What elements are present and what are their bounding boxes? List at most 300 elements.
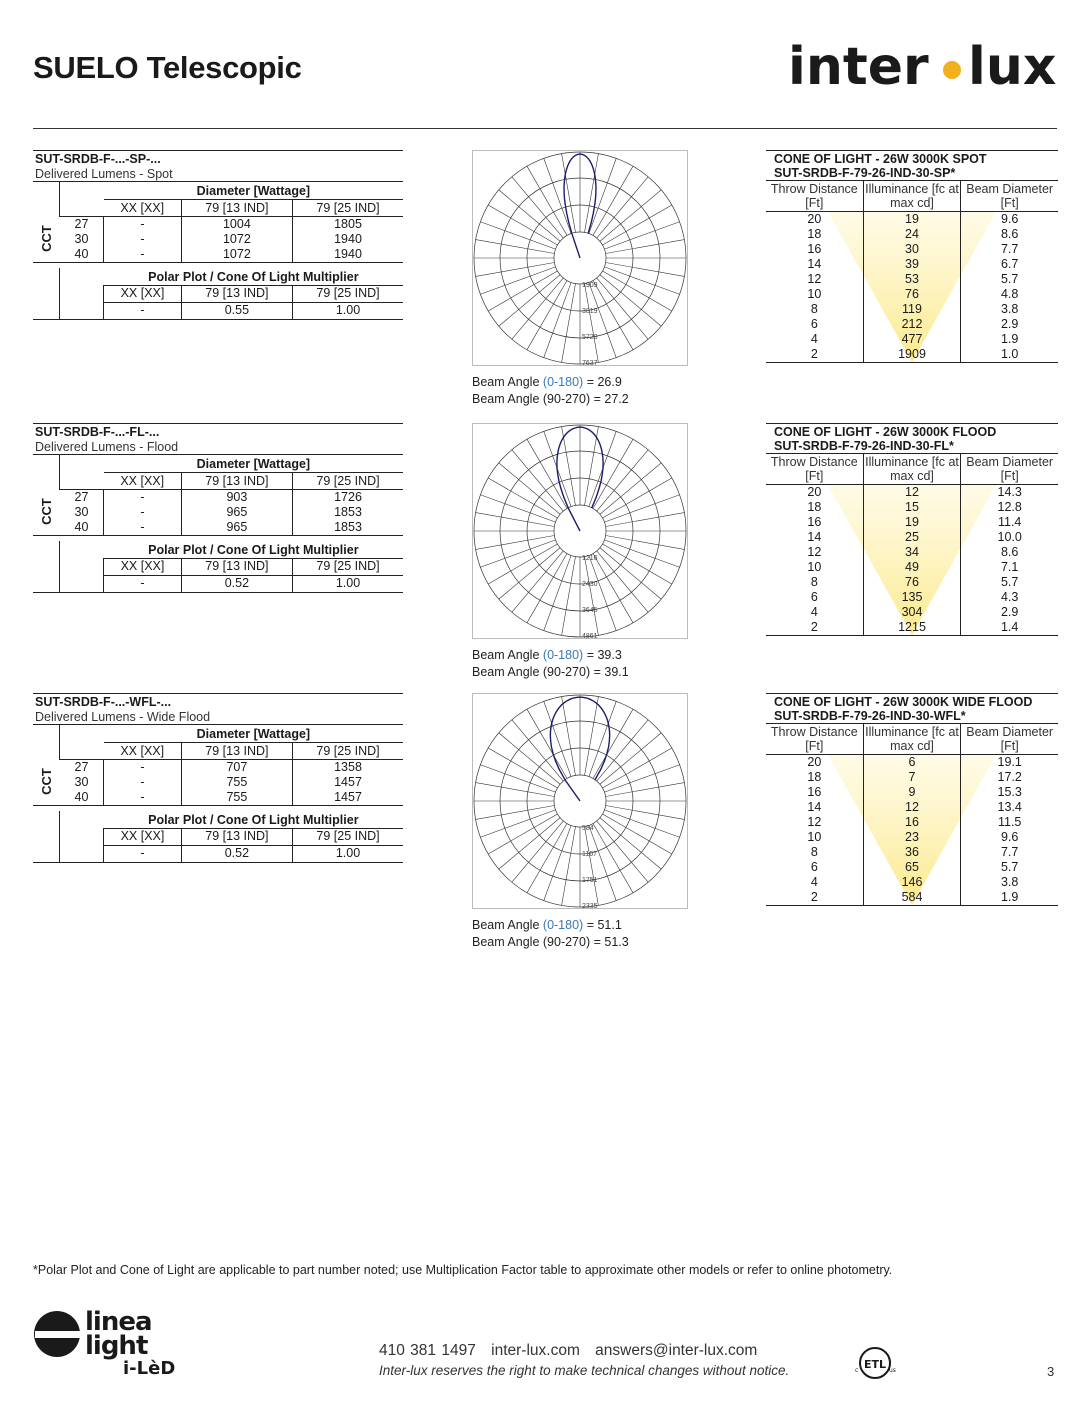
polar-spoke <box>603 205 672 245</box>
multiplier-cell: 0.55 <box>181 302 292 319</box>
cone-cell: 20 <box>807 485 822 499</box>
delivered-lumens-table <box>33 150 403 320</box>
lumens-grid <box>33 725 403 863</box>
cone-cell: 25 <box>905 530 919 544</box>
lumens-cell: - <box>104 505 182 520</box>
cone-cell: 584 <box>901 890 923 904</box>
polar-spoke <box>527 281 567 350</box>
lumens-column-header: XX [XX] <box>104 473 182 490</box>
cone-of-light-table <box>766 693 1058 906</box>
multiplier-header: Polar Plot / Cone Of Light Multiplier <box>104 811 403 829</box>
lumens-column-header: XX [XX] <box>104 743 182 760</box>
polar-spoke <box>604 267 679 294</box>
polar-spoke <box>480 267 555 294</box>
polar-ring-label: 1167 <box>582 851 598 858</box>
multiplier-column-header: XX [XX] <box>104 285 182 302</box>
cone-column-throw <box>766 212 863 362</box>
cone-column-header: Throw Distance [Ft] <box>770 182 858 210</box>
inter-lux-logo <box>788 34 1058 98</box>
lumens-cell: 1940 <box>293 232 403 247</box>
polar-spoke <box>488 814 557 854</box>
lumens-column-header: 79 [25 IND] <box>293 743 403 760</box>
cone-cell: 12 <box>807 815 822 829</box>
polar-spoke <box>604 810 679 837</box>
cone-cell: 16 <box>807 242 822 256</box>
multiplier-cell: - <box>104 575 182 592</box>
cone-cell: 18 <box>807 227 822 241</box>
lumens-subtitle: Delivered Lumens - Wide Flood <box>33 710 403 725</box>
polar-ring-label: 5728 <box>582 334 598 341</box>
cone-cell: 146 <box>901 875 923 889</box>
polar-spoke <box>606 806 685 820</box>
cone-cell: 39 <box>905 257 919 271</box>
lumens-column-header: XX [XX] <box>104 200 182 217</box>
polar-spoke <box>593 166 633 235</box>
beam-angle-90-270: Beam Angle (90-270) = 27.2 <box>472 392 629 406</box>
cone-cell: 53 <box>905 272 919 286</box>
lumens-row <box>33 775 403 790</box>
polar-spoke <box>488 544 557 584</box>
lumens-row <box>33 217 403 233</box>
email-link[interactable]: answers@inter-lux.com <box>595 1342 758 1359</box>
cone-cell: 17.2 <box>997 770 1022 784</box>
cone-column-header: Throw Distance [Ft] <box>770 455 858 483</box>
polar-spoke <box>544 825 571 900</box>
cone-cell: 19 <box>905 515 919 529</box>
cone-cell: 5.7 <box>1000 272 1019 286</box>
cone-of-light-table <box>766 150 1058 363</box>
cone-cell: 119 <box>902 302 922 316</box>
cone-column-header: Beam Diameter [Ft] <box>960 724 1058 754</box>
lumens-cell: 965 <box>181 520 292 536</box>
cone-cell: 1.4 <box>1000 620 1019 634</box>
cone-cell: 9.6 <box>1000 830 1019 844</box>
cone-cell: 8 <box>810 845 818 859</box>
cone-column-header: Illuminance [fc at max cd] <box>863 181 961 211</box>
cone-cell: 30 <box>905 242 919 256</box>
cone-cell: 304 <box>901 605 923 619</box>
cone-cell: 7 <box>908 770 916 784</box>
lumens-cell: 40 <box>60 247 104 263</box>
cone-cell: 7.7 <box>1000 242 1019 256</box>
cone-cell: 4.3 <box>1000 590 1019 604</box>
cone-column-illuminance <box>863 212 961 362</box>
lumens-cell: 27 <box>74 217 89 231</box>
cone-cell: 2 <box>810 890 818 904</box>
polar-spoke <box>480 810 555 837</box>
polar-spoke <box>488 205 557 245</box>
header-divider <box>33 128 1057 129</box>
polar-spoke <box>488 478 557 518</box>
multiplier-cell: 0.52 <box>181 575 292 592</box>
part-code: SUT-SRDB-F-...-WFL-... <box>33 693 403 710</box>
lumens-cell: 1004 <box>181 217 292 233</box>
cone-cell: 24 <box>905 227 919 241</box>
beam-angle-0-180: Beam Angle (0-180) = 39.3 <box>472 648 622 662</box>
beam-angle-0-180: Beam Angle (0-180) = 51.1 <box>472 918 622 932</box>
lumens-cell: 1853 <box>293 505 403 520</box>
disclaimer: Inter-lux reserves the right to make technical changes without notice. <box>379 1363 790 1378</box>
cone-cell: 14 <box>807 530 822 544</box>
cone-part-code: SUT-SRDB-F-79-26-IND-30-WFL* <box>766 709 1058 724</box>
lumens-grid <box>33 182 403 320</box>
polar-spoke <box>604 765 679 792</box>
page-title: SUELO Telescopic <box>33 50 302 85</box>
polar-plot <box>472 423 688 639</box>
footnote: *Polar Plot and Cone of Light are applicable to part number noted; use Multiplication Factor table to approximate other models or refer to online photometry. <box>33 1263 893 1277</box>
cone-cell: 9.6 <box>1000 212 1019 226</box>
website-link[interactable]: inter-lux.com <box>491 1342 580 1359</box>
lumens-cell: 40 <box>60 520 104 536</box>
svg-text:ETL: ETL <box>863 1358 887 1371</box>
cone-cell: 12 <box>905 485 919 499</box>
cone-cell: 14 <box>807 257 822 271</box>
part-code: SUT-SRDB-F-...-SP-... <box>33 150 403 167</box>
polar-spoke <box>606 240 685 254</box>
polar-spoke <box>606 263 685 277</box>
multiplier-column-header: 79 [13 IND] <box>181 558 292 575</box>
lumens-cell: 27 <box>74 490 89 504</box>
polar-spoke <box>589 555 616 630</box>
lumens-row <box>33 520 403 536</box>
cone-cell: 15.3 <box>997 785 1022 799</box>
multiplier-cell: - <box>104 845 182 862</box>
lumens-subtitle: Delivered Lumens - Flood <box>33 440 403 455</box>
beam-angle-90-270: Beam Angle (90-270) = 51.3 <box>472 935 629 949</box>
polar-spoke <box>606 783 685 797</box>
polar-spoke <box>589 825 616 900</box>
cone-cell: 4 <box>810 605 818 619</box>
polar-spoke <box>562 557 576 636</box>
multiplier-column-header: XX [XX] <box>104 828 182 845</box>
polar-ring-label: 2430 <box>582 581 598 588</box>
lumens-cell: 30 <box>74 232 89 246</box>
cone-cell: 10.0 <box>997 530 1022 544</box>
lumens-cell: 27 <box>74 760 89 774</box>
cone-column-illuminance <box>863 755 961 905</box>
cone-cell: 4.8 <box>1000 287 1019 301</box>
lumens-cell: 30 <box>74 505 89 519</box>
lumens-cell: - <box>104 520 182 536</box>
multiplier-cell: - <box>104 302 182 319</box>
lumens-cell: - <box>104 217 182 233</box>
cone-cell: 16 <box>905 815 919 829</box>
lumens-row <box>33 790 403 806</box>
lumens-cell: 1853 <box>293 520 403 536</box>
polar-spoke <box>606 513 685 527</box>
cone-column-throw <box>766 755 863 905</box>
lumens-cell: 1726 <box>293 490 403 506</box>
lumens-grid <box>33 455 403 593</box>
lumens-cell: 1072 <box>181 232 292 247</box>
multiplier-column-header: 79 [25 IND] <box>293 558 403 575</box>
cone-cell: 12.8 <box>997 500 1022 514</box>
cone-cell: 76 <box>905 575 919 589</box>
polar-ring-label: 2335 <box>582 903 598 908</box>
polar-spoke <box>604 495 679 522</box>
cct-label: CCT <box>33 217 60 263</box>
polar-spoke <box>603 814 672 854</box>
polar-spoke <box>544 555 571 630</box>
lumens-cell: - <box>104 232 182 247</box>
cone-cell: 1215 <box>898 620 926 634</box>
polar-ring-label: 584 <box>582 825 594 832</box>
lumens-cell: 755 <box>181 790 292 806</box>
cone-cell: 5.7 <box>1000 575 1019 589</box>
cone-cell: 6 <box>908 755 916 769</box>
cone-cell: 1.9 <box>1000 890 1019 904</box>
cone-column-header: Beam Diameter [Ft] <box>960 454 1058 484</box>
lumens-cell: 707 <box>181 760 292 776</box>
cone-cell: 19 <box>905 212 919 226</box>
lumens-cell: - <box>104 247 182 263</box>
cone-cell: 16 <box>807 515 822 529</box>
lumens-cell: 1072 <box>181 247 292 263</box>
cone-cell: 15 <box>905 500 919 514</box>
cone-cell: 1.0 <box>1000 347 1019 361</box>
diameter-header: Diameter [Wattage] <box>104 455 403 473</box>
multiplier-column-header: 79 [13 IND] <box>181 828 292 845</box>
cone-cell: 19.1 <box>997 755 1022 769</box>
beam-angle-info <box>472 917 629 951</box>
diameter-header: Diameter [Wattage] <box>104 725 403 743</box>
cone-cell: 12 <box>807 272 822 286</box>
cone-of-light-table <box>766 423 1058 636</box>
logo-dot-icon <box>943 61 961 79</box>
polar-ring-label: 1216 <box>582 555 598 562</box>
cone-column-header: Throw Distance [Ft] <box>770 725 858 753</box>
polar-spoke <box>476 536 555 550</box>
lumens-cell: - <box>104 490 182 506</box>
polar-spoke <box>476 513 555 527</box>
cone-cell: 34 <box>905 545 919 559</box>
svg-text:us: us <box>889 1367 896 1374</box>
cone-column-header: Illuminance [fc at max cd] <box>863 724 961 754</box>
part-code: SUT-SRDB-F-...-FL-... <box>33 423 403 440</box>
etl-certification-icon <box>852 1346 898 1382</box>
polar-ring-label: 3645 <box>582 607 598 614</box>
cone-column-diameter <box>960 485 1058 635</box>
polar-spoke <box>488 271 557 311</box>
cone-cell: 23 <box>905 830 919 844</box>
cone-cell: 65 <box>905 860 919 874</box>
cone-cell: 8 <box>810 302 818 316</box>
lumens-column-header: 79 [13 IND] <box>181 743 292 760</box>
polar-spoke <box>476 240 555 254</box>
cone-cell: 11.5 <box>997 815 1022 829</box>
polar-spoke <box>476 806 555 820</box>
cone-cell: 10 <box>807 560 822 574</box>
cone-column-illuminance <box>863 485 961 635</box>
phone-number: 410 381 1497 <box>379 1342 476 1359</box>
cone-cell: 20 <box>807 212 822 226</box>
cone-title: CONE OF LIGHT - 26W 3000K WIDE FLOOD <box>766 693 1058 709</box>
lumens-cell: 965 <box>181 505 292 520</box>
polar-spoke <box>527 554 567 623</box>
beam-angle-0-180: Beam Angle (0-180) = 26.9 <box>472 375 622 389</box>
cone-cell: 1.9 <box>1000 332 1019 346</box>
cone-column-diameter <box>960 212 1058 362</box>
cone-cell: 1909 <box>898 347 926 361</box>
cone-cell: 6 <box>810 317 818 331</box>
cone-cell: 5.7 <box>1000 860 1019 874</box>
polar-spoke <box>593 439 633 508</box>
cone-part-code: SUT-SRDB-F-79-26-IND-30-SP* <box>766 166 1058 181</box>
multiplier-column-header: XX [XX] <box>104 558 182 575</box>
polar-spoke <box>585 284 599 363</box>
polar-spoke <box>480 222 555 249</box>
cone-cell: 11.4 <box>997 515 1022 529</box>
multiplier-cell: 1.00 <box>293 302 403 319</box>
cone-column-header: Illuminance [fc at max cd] <box>863 454 961 484</box>
polar-spoke <box>562 427 576 506</box>
cone-cell: 7.1 <box>1000 560 1019 574</box>
lumens-row <box>33 505 403 520</box>
multiplier-cell: 1.00 <box>293 845 403 862</box>
polar-spoke <box>604 540 679 567</box>
polar-spoke <box>476 783 555 797</box>
multiplier-header: Polar Plot / Cone Of Light Multiplier <box>104 541 403 559</box>
cone-cell: 13.4 <box>997 800 1022 814</box>
lumens-row <box>33 490 403 506</box>
lumens-cell: 1457 <box>293 790 403 806</box>
multiplier-cell: 1.00 <box>293 575 403 592</box>
linea-light-logo <box>33 1304 193 1376</box>
cone-cell: 2 <box>810 620 818 634</box>
polar-spoke <box>603 271 672 311</box>
beam-angle-info <box>472 374 629 408</box>
cone-cell: 6 <box>810 590 818 604</box>
cone-column-diameter <box>960 755 1058 905</box>
polar-spoke <box>544 282 571 357</box>
polar-spoke <box>480 495 555 522</box>
lumens-cell: - <box>104 775 182 790</box>
svg-text:linea: linea <box>85 1307 152 1337</box>
delivered-lumens-table <box>33 423 403 593</box>
cone-cell: 8.6 <box>1000 545 1019 559</box>
multiplier-header: Polar Plot / Cone Of Light Multiplier <box>104 268 403 286</box>
page-number: 3 <box>1047 1364 1055 1379</box>
polar-spoke <box>593 554 633 623</box>
polar-ring-label: 4861 <box>582 633 598 638</box>
cone-column-header: Beam Diameter [Ft] <box>960 181 1058 211</box>
polar-spoke <box>603 478 672 518</box>
multiplier-column-header: 79 [25 IND] <box>293 828 403 845</box>
cone-cell: 477 <box>901 332 923 346</box>
cone-cell: 12 <box>807 545 822 559</box>
delivered-lumens-table <box>33 693 403 863</box>
cone-cell: 8.6 <box>1000 227 1019 241</box>
polar-spoke <box>593 281 633 350</box>
cone-cell: 14 <box>807 800 822 814</box>
cone-cell: 3.8 <box>1000 875 1019 889</box>
cone-cell: 212 <box>901 317 923 331</box>
polar-spoke <box>585 427 599 506</box>
polar-spoke <box>585 697 599 776</box>
cone-cell: 20 <box>807 755 822 769</box>
polar-spoke <box>585 557 599 636</box>
cone-cell: 4 <box>810 875 818 889</box>
cone-cell: 6 <box>810 860 818 874</box>
polar-spoke <box>604 222 679 249</box>
polar-spoke <box>562 284 576 363</box>
lumens-row <box>33 760 403 776</box>
polar-spoke <box>606 536 685 550</box>
polar-spoke <box>527 439 567 508</box>
cone-cell: 10 <box>807 287 822 301</box>
cone-cell: 6.7 <box>1000 257 1019 271</box>
multiplier-column-header: 79 [13 IND] <box>181 285 292 302</box>
lumens-column-header: 79 [25 IND] <box>293 200 403 217</box>
cone-cell: 49 <box>905 560 919 574</box>
lumens-cell: 755 <box>181 775 292 790</box>
polar-spoke <box>593 709 633 778</box>
polar-ring-label: 1909 <box>582 282 598 289</box>
cone-cell: 135 <box>901 590 923 604</box>
polar-spoke <box>593 824 633 893</box>
cone-cell: 14.3 <box>997 485 1022 499</box>
polar-spoke <box>562 827 576 906</box>
polar-spoke <box>527 166 567 235</box>
polar-spoke <box>480 540 555 567</box>
lumens-subtitle: Delivered Lumens - Spot <box>33 167 403 182</box>
svg-text:i-LèD: i-LèD <box>123 1358 176 1376</box>
polar-spoke <box>603 748 672 788</box>
lumens-cell: 1805 <box>293 217 403 233</box>
cct-label: CCT <box>33 760 60 806</box>
polar-plot <box>472 150 688 366</box>
cone-cell: 12 <box>905 800 919 814</box>
contact-info <box>379 1342 767 1360</box>
cone-cell: 3.8 <box>1000 302 1019 316</box>
cone-cell: 16 <box>807 785 822 799</box>
cone-cell: 18 <box>807 500 822 514</box>
lumens-row <box>33 232 403 247</box>
polar-plot <box>472 693 688 909</box>
polar-spoke <box>589 282 616 357</box>
lumens-cell: 40 <box>60 790 104 806</box>
polar-spoke <box>476 263 555 277</box>
lumens-cell: - <box>104 760 182 776</box>
cone-title: CONE OF LIGHT - 26W 3000K SPOT <box>766 150 1058 166</box>
cone-title: CONE OF LIGHT - 26W 3000K FLOOD <box>766 423 1058 439</box>
cone-cell: 8 <box>810 575 818 589</box>
multiplier-cell: 0.52 <box>181 845 292 862</box>
polar-spoke <box>527 824 567 893</box>
lumens-cell: 1358 <box>293 760 403 776</box>
logo-inter: inter <box>788 37 929 97</box>
logo-lux: lux <box>968 37 1057 97</box>
polar-ring-label: 1751 <box>582 877 598 884</box>
cone-cell: 2.9 <box>1000 605 1019 619</box>
lumens-column-header: 79 [13 IND] <box>181 473 292 490</box>
polar-spoke <box>480 765 555 792</box>
lumens-cell: 1457 <box>293 775 403 790</box>
cone-column-throw <box>766 485 863 635</box>
cone-cell: 4 <box>810 332 818 346</box>
lumens-column-header: 79 [13 IND] <box>181 200 292 217</box>
cone-cell: 2 <box>810 347 818 361</box>
polar-ring-label: 7637 <box>582 360 598 365</box>
diameter-header: Diameter [Wattage] <box>104 182 403 200</box>
lumens-column-header: 79 [25 IND] <box>293 473 403 490</box>
polar-spoke <box>562 697 576 776</box>
polar-spoke <box>585 827 599 906</box>
cone-cell: 9 <box>908 785 916 799</box>
cone-cell: 36 <box>905 845 919 859</box>
polar-ring-label: 3819 <box>582 308 598 315</box>
lumens-cell: - <box>104 790 182 806</box>
